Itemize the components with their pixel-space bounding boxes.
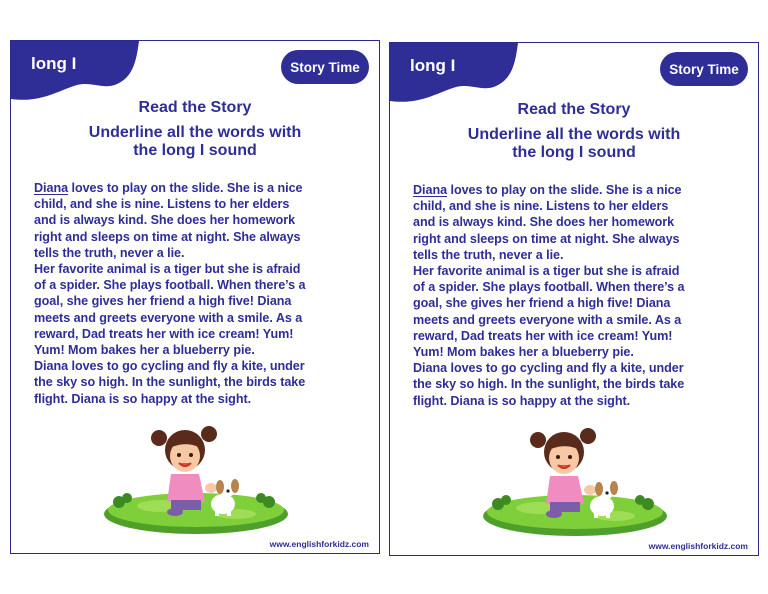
story-line: goal, she gives her friend a high five! Diana	[34, 294, 292, 309]
story-text	[34, 180, 367, 407]
girl-with-puppy-illustration	[480, 426, 670, 536]
story-line: reward, Dad treats her with ice cream! Yum!	[34, 326, 294, 341]
girl-with-puppy-illustration	[101, 424, 291, 534]
website-link[interactable]: www.englishforkidz.com	[648, 541, 748, 551]
title-read-story: Read the Story	[517, 101, 631, 118]
story-line: of a spider. She plays football. When there’s a	[413, 280, 685, 295]
story-line: right and sleeps on time at night. She always	[413, 231, 680, 246]
story-line: reward, Dad treats her with ice cream! Yum!	[413, 328, 673, 343]
story-line: tells the truth, never a lie.	[34, 245, 185, 260]
story-line: Diana loves to play on the slide. She is a nice	[413, 183, 682, 197]
worksheet-card-left	[10, 40, 380, 554]
story-line: goal, she gives her friend a high five! Diana	[413, 296, 671, 311]
story-line: meets and greets everyone with a smile. As a	[413, 312, 682, 327]
story-line: of a spider. She plays football. When there’s a	[34, 278, 306, 293]
story-line: the sky so high. In the sunlight, the birds take	[413, 377, 685, 392]
story-line: Diana loves to go cycling and fly a kite, under	[413, 361, 684, 376]
story-line: and is always kind. She does her homework	[34, 213, 296, 228]
level-label: long I	[31, 54, 77, 73]
story-line: Her favorite animal is a tiger but she is afraid	[413, 264, 680, 279]
website-link[interactable]: www.englishforkidz.com	[269, 539, 369, 549]
story-line: Yum! Mom bakes her a blueberry pie.	[34, 343, 255, 358]
story-line: Her favorite animal is a tiger but she is afraid	[34, 262, 301, 277]
instruction-line-1: Underline all the words with	[467, 126, 681, 143]
story-time-badge[interactable]: Story Time	[660, 52, 748, 86]
story-line: flight. Diana is so happy at the sight.	[34, 391, 252, 406]
instruction-line-2: the long I sound	[133, 142, 257, 159]
instruction-line-1: Underline all the words with	[88, 124, 302, 141]
story-line: Diana loves to play on the slide. She is a nice	[34, 181, 303, 195]
story-line: Yum! Mom bakes her a blueberry pie.	[413, 345, 634, 360]
story-line: the sky so high. In the sunlight, the birds take	[34, 375, 306, 390]
story-line: right and sleeps on time at night. She always	[34, 229, 301, 244]
story-line: meets and greets everyone with a smile. As a	[34, 310, 303, 325]
story-line: tells the truth, never a lie.	[413, 247, 564, 262]
underlined-word: Diana	[413, 183, 448, 197]
story-line: child, and she is nine. Listens to her elders	[34, 197, 290, 212]
story-line: child, and she is nine. Listens to her elders	[413, 199, 669, 214]
underlined-word: Diana	[34, 181, 69, 195]
worksheet-card-right	[389, 42, 759, 556]
story-time-badge[interactable]: Story Time	[281, 50, 369, 84]
story-text	[413, 182, 746, 409]
story-line: and is always kind. She does her homework	[413, 215, 675, 230]
story-line: Diana loves to go cycling and fly a kite, under	[34, 359, 305, 374]
level-label: long I	[410, 56, 456, 75]
title-read-story: Read the Story	[138, 99, 252, 116]
instruction-line-2: the long I sound	[512, 144, 636, 161]
story-line: flight. Diana is so happy at the sight.	[413, 393, 631, 408]
